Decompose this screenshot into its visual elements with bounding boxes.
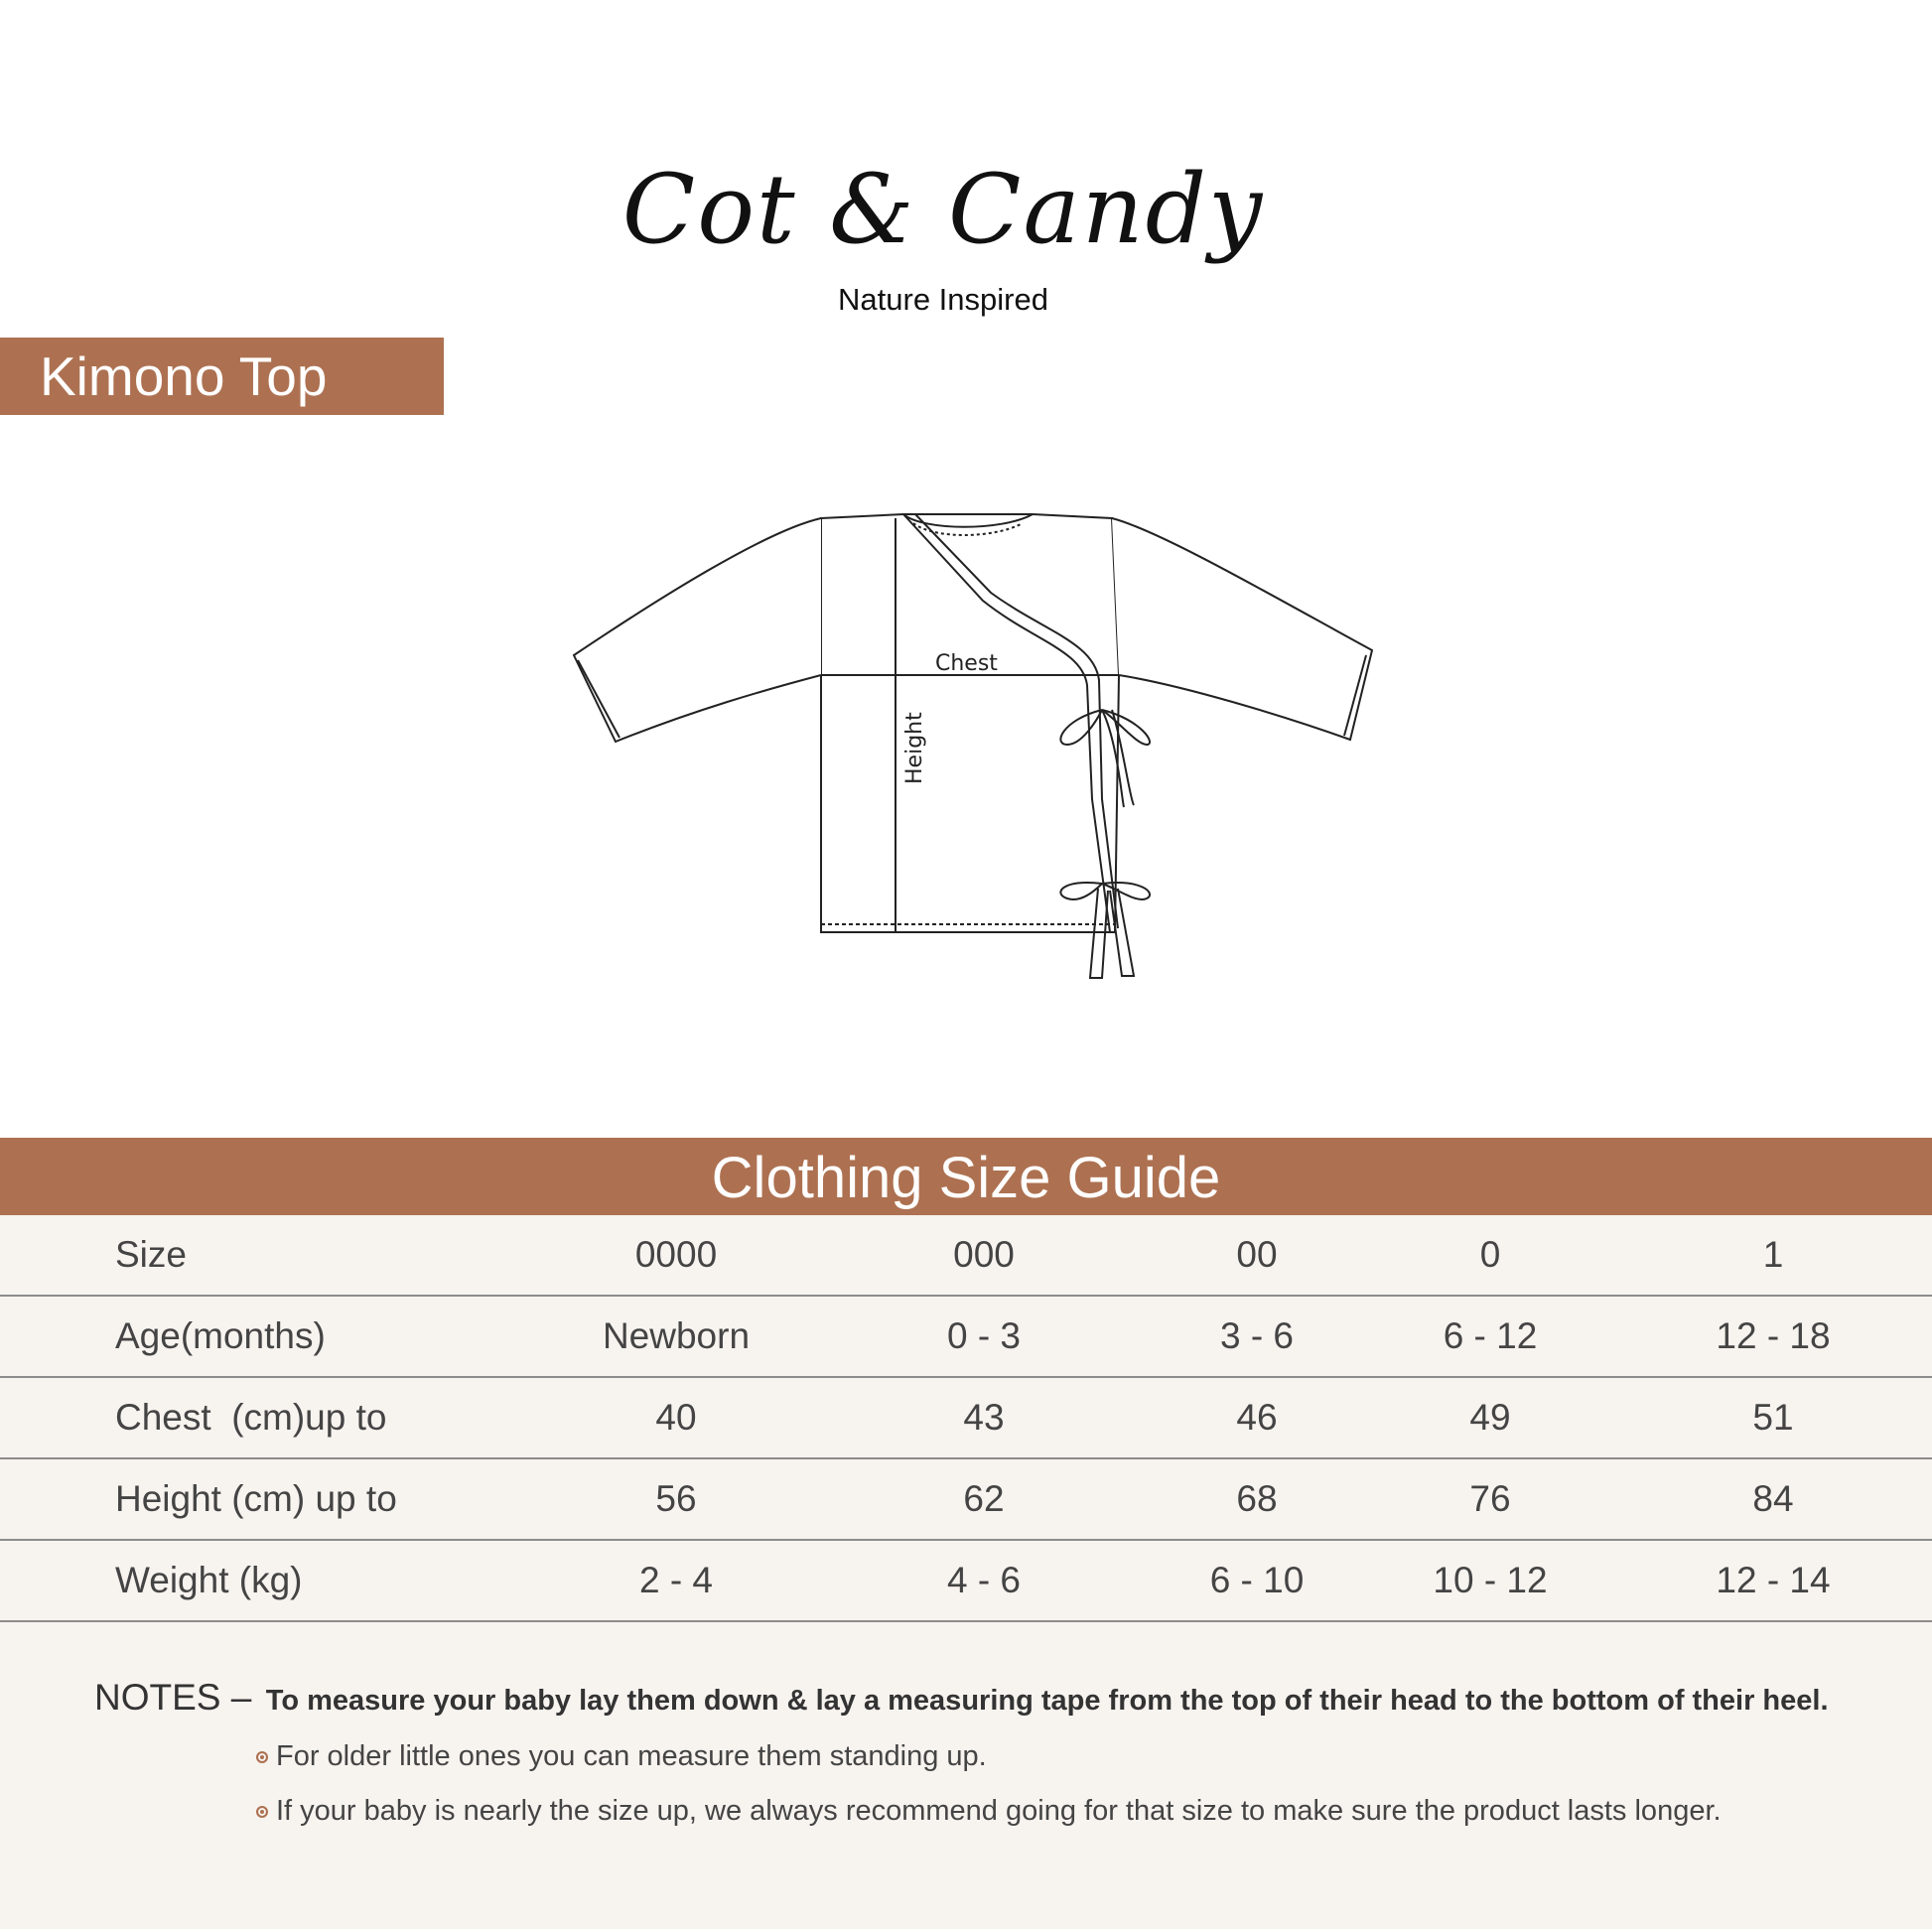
row-label: Age(months) xyxy=(0,1296,532,1377)
notes-bullet-text: If your baby is nearly the size up, we always recommend going for that size to make sure the product lasts longer. xyxy=(276,1795,1722,1827)
table-cell: 51 xyxy=(1614,1377,1932,1458)
row-label: Chest (cm)up to xyxy=(0,1377,532,1458)
table-row-weight xyxy=(0,1540,1932,1621)
product-title-banner: Kimono Top xyxy=(0,338,444,415)
table-cell: 84 xyxy=(1614,1458,1932,1540)
table-cell: 0000 xyxy=(532,1215,820,1296)
table-row-age xyxy=(0,1296,1932,1377)
table-cell: 3 - 6 xyxy=(1148,1296,1366,1377)
height-label: Height xyxy=(902,712,927,784)
table-cell: 56 xyxy=(532,1458,820,1540)
table-cell: 6 - 10 xyxy=(1148,1540,1366,1621)
table-cell: 68 xyxy=(1148,1458,1366,1540)
row-label: Height (cm) up to xyxy=(0,1458,532,1540)
table-cell: 76 xyxy=(1366,1458,1614,1540)
table-cell: 40 xyxy=(532,1377,820,1458)
table-row-chest xyxy=(0,1377,1932,1458)
chest-label: Chest xyxy=(935,651,998,676)
table-cell: 12 - 14 xyxy=(1614,1540,1932,1621)
size-guide-title: Clothing Size Guide xyxy=(0,1138,1932,1215)
notes-bullet-text: For older little ones you can measure them standing up. xyxy=(276,1740,987,1772)
size-table xyxy=(0,1215,1932,1622)
table-cell: 12 - 18 xyxy=(1614,1296,1932,1377)
notes-bullet xyxy=(256,1795,1881,1828)
brand-tagline: Nature Inspired xyxy=(838,282,1048,317)
table-cell: 62 xyxy=(820,1458,1148,1540)
table-cell: 43 xyxy=(820,1377,1148,1458)
table-row-height xyxy=(0,1458,1932,1540)
notes-main-text: To measure your baby lay them down & lay a measuring tape from the top of their head to the bottom of their heel. xyxy=(265,1685,1829,1717)
table-cell: 6 - 12 xyxy=(1366,1296,1614,1377)
table-cell: 000 xyxy=(820,1215,1148,1296)
table-cell: Newborn xyxy=(532,1296,820,1377)
bullet-icon xyxy=(256,1806,268,1818)
notes-heading: NOTES – xyxy=(94,1677,252,1718)
notes-section xyxy=(94,1677,1881,1828)
kimono-top-illustration xyxy=(566,501,1380,998)
bullet-icon xyxy=(256,1751,268,1763)
table-cell: 1 xyxy=(1614,1215,1932,1296)
table-cell: 0 - 3 xyxy=(820,1296,1148,1377)
row-label: Weight (kg) xyxy=(0,1540,532,1621)
table-cell: 49 xyxy=(1366,1377,1614,1458)
table-cell: 46 xyxy=(1148,1377,1366,1458)
table-cell: 00 xyxy=(1148,1215,1366,1296)
table-cell: 10 - 12 xyxy=(1366,1540,1614,1621)
notes-bullet xyxy=(256,1740,1881,1773)
brand-logo: Cot & Candy xyxy=(621,154,1265,265)
kimono-top-drawing xyxy=(566,501,1380,998)
table-cell: 2 - 4 xyxy=(532,1540,820,1621)
size-guide-panel xyxy=(0,1138,1932,1929)
row-label: Size xyxy=(0,1215,532,1296)
table-row-size xyxy=(0,1215,1932,1296)
table-cell: 0 xyxy=(1366,1215,1614,1296)
table-cell: 4 - 6 xyxy=(820,1540,1148,1621)
